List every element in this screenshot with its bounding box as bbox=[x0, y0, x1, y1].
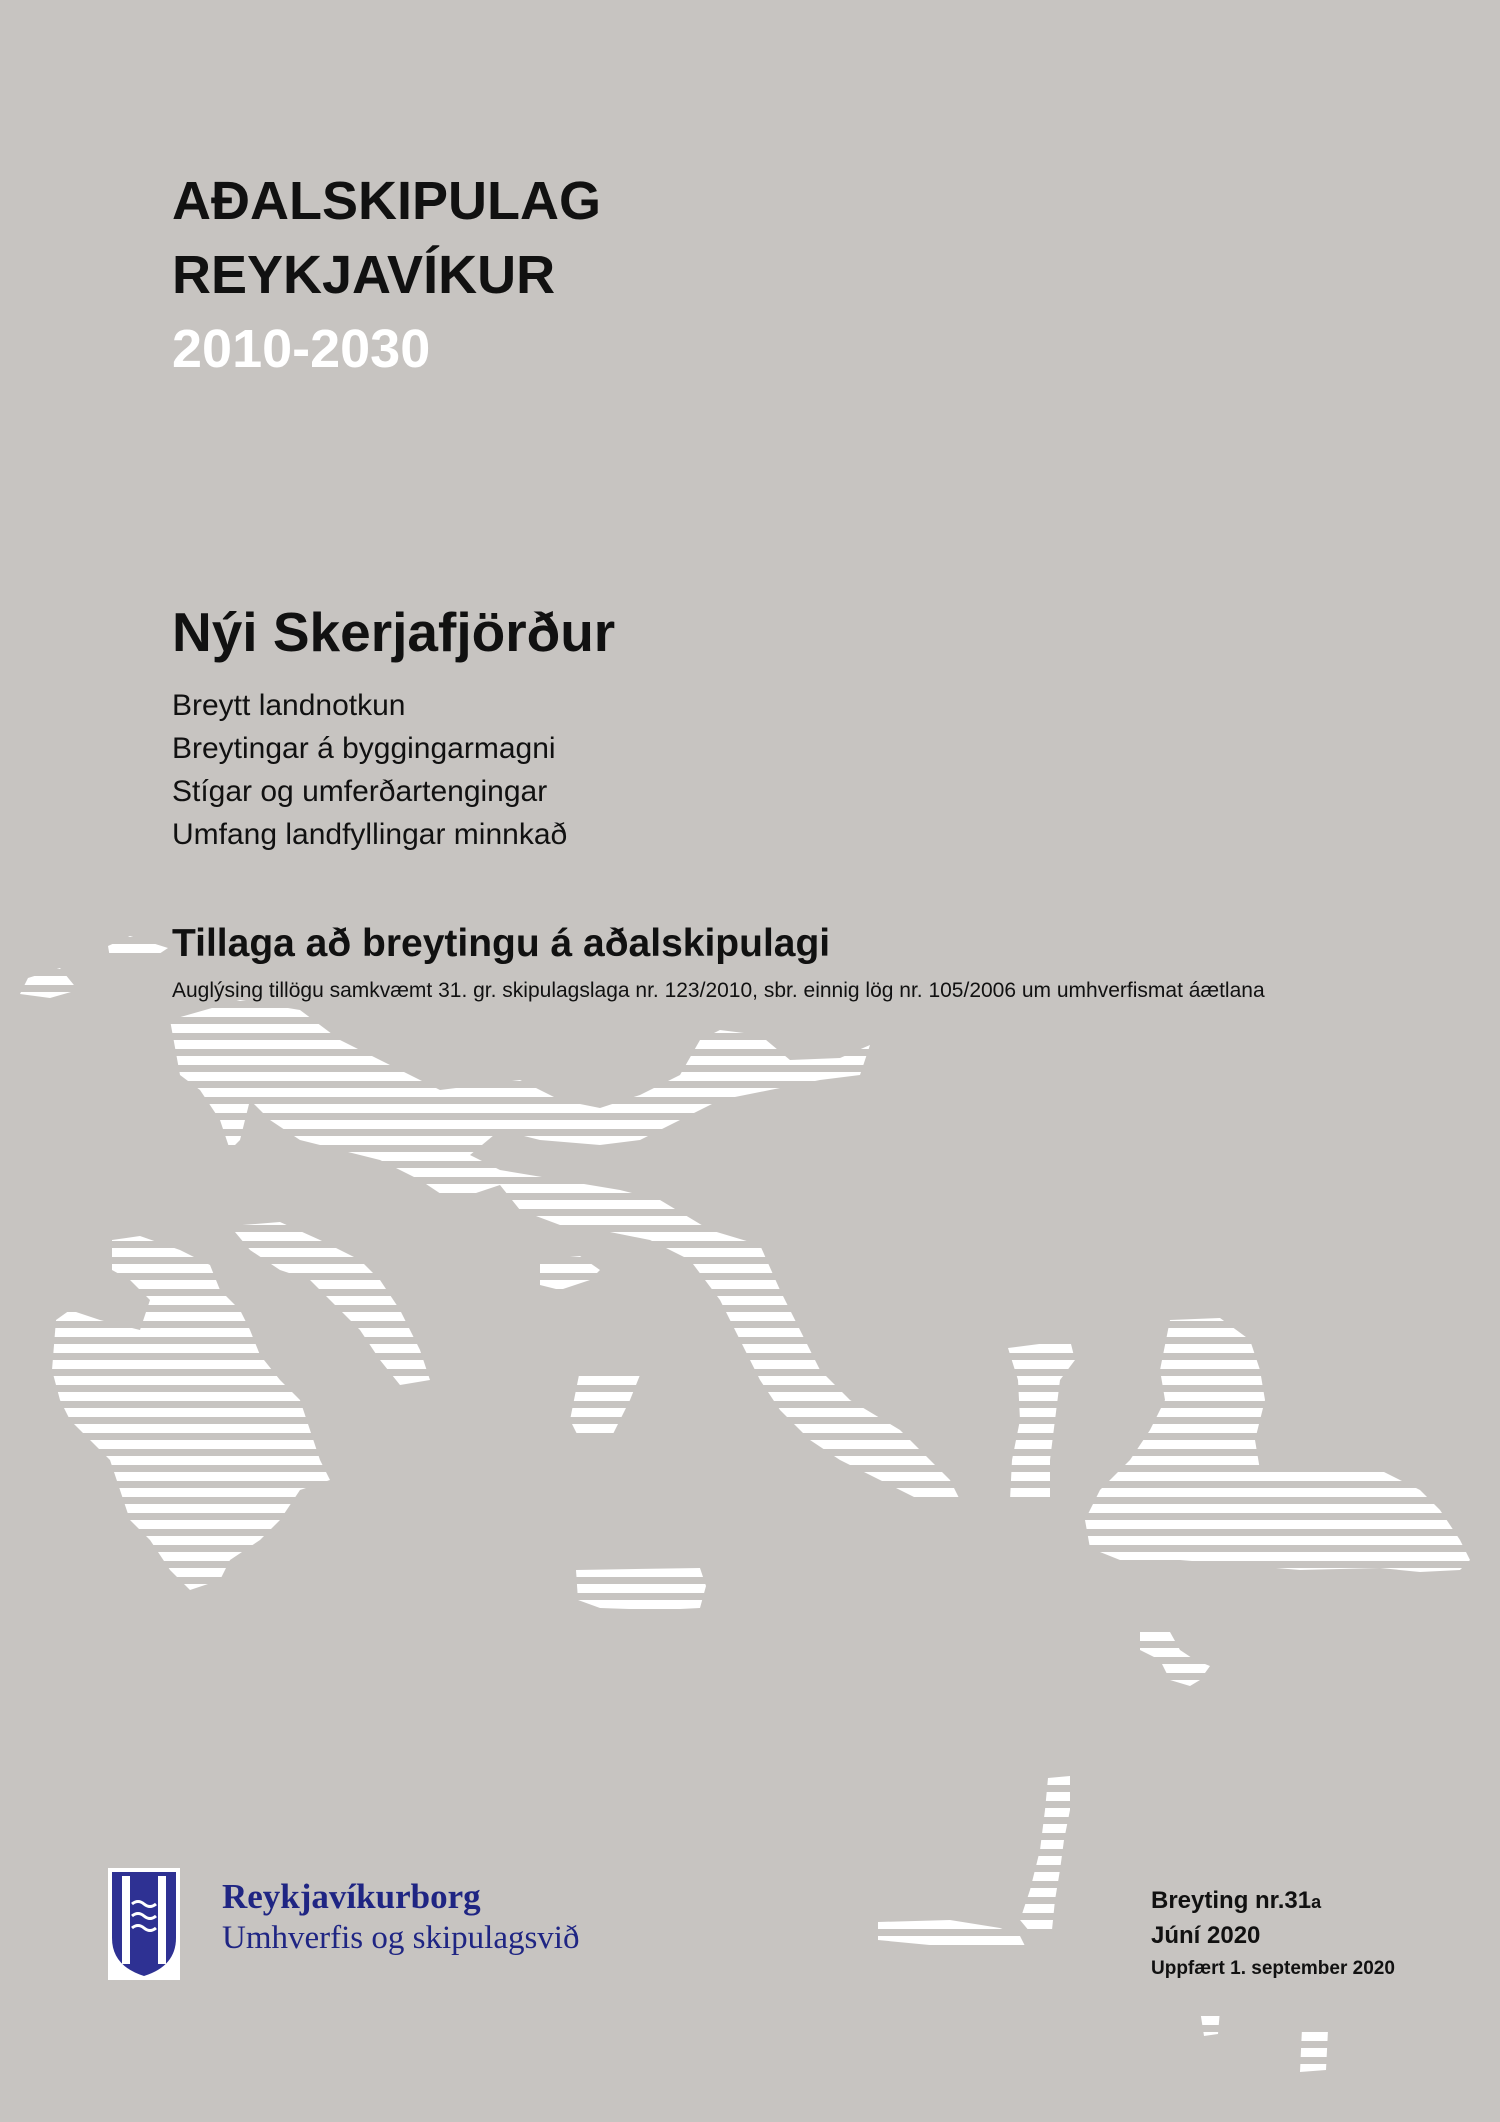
reykjavik-coat-of-arms-icon bbox=[108, 1868, 180, 1980]
topic-list bbox=[172, 684, 567, 856]
plan-years: 2010-2030 bbox=[172, 319, 431, 379]
plan-title-line2: REYKJAVÍKUR bbox=[172, 245, 556, 305]
subject-title: Nýi Skerjafjörður bbox=[172, 601, 616, 663]
change-number-prefix: Breyting nr.31 bbox=[1151, 1887, 1312, 1914]
topic-item: Breytingar á byggingarmagni bbox=[172, 732, 556, 765]
plan-title bbox=[172, 164, 601, 386]
organization-name: Reykjavíkurborg bbox=[222, 1877, 481, 1916]
change-number bbox=[1151, 1884, 1395, 1919]
plan-title-line1: AÐALSKIPULAG bbox=[172, 171, 601, 231]
document-date: Júní 2020 bbox=[1151, 1922, 1261, 1949]
organization-block bbox=[222, 1876, 579, 1958]
topic-item: Breytt landnotkun bbox=[172, 689, 406, 722]
updated-date: Uppfært 1. september 2020 bbox=[1151, 1958, 1395, 1979]
proposal-notice: Auglýsing tillögu samkvæmt 31. gr. skipulagslaga nr. 123/2010, sbr. einnig lög nr. 105/2006 um umhverfismat áætlana bbox=[172, 979, 1265, 1002]
organization-department: Umhverfis og skipulagsvið bbox=[222, 1920, 580, 1956]
proposal-title: Tillaga að breytingu á aðalskipulagi bbox=[172, 922, 831, 965]
document-meta bbox=[1151, 1884, 1395, 1985]
topic-item: Umfang landfyllingar minnkað bbox=[172, 818, 568, 851]
topic-item: Stígar og umferðartengingar bbox=[172, 775, 548, 808]
change-number-suffix: a bbox=[1311, 1892, 1322, 1912]
